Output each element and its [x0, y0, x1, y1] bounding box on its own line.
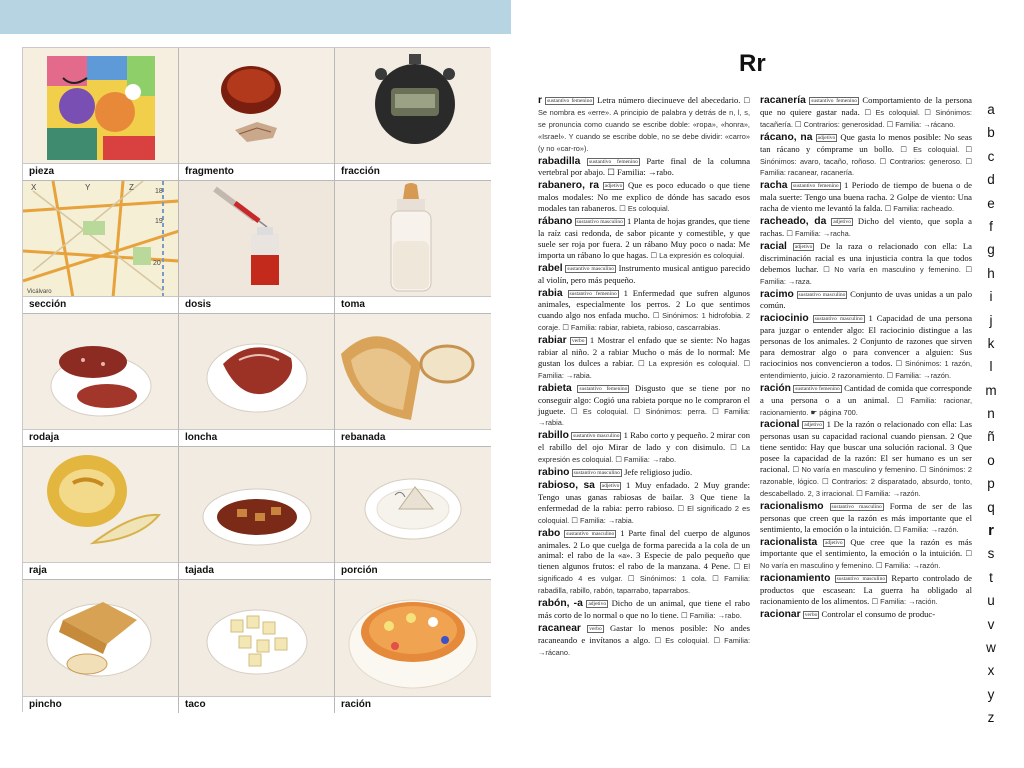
- entry-definition: 1 Periodo de tiempo de buena o de mala suerte: Tengo una buena racha. 2 Golpe de viento: Una racha de viento me levantó la falda.: [760, 180, 972, 214]
- grammar-tag: sustantivo masculino: [831, 503, 882, 510]
- entry-headword: rabioso, sa: [538, 480, 595, 491]
- map-label-x: X: [31, 183, 37, 192]
- picture-cell-racion: [335, 580, 491, 713]
- alphabet-letter[interactable]: d: [987, 172, 995, 188]
- entry-definition: 1 Capacidad de una persona para juzgar o entender algo: El raciocinio distingue a las personas de los animales. 2 Conjunto de razones que sirven para demostrar algo o para convencer a alguien: Sus raciocinios nos convencieron a todos.: [760, 313, 973, 368]
- alphabet-letter[interactable]: g: [987, 242, 995, 258]
- entry-headword: rabino: [538, 467, 570, 479]
- entry-definition: Disgusto que se tiene por no conseguir algo: Cogió una rabieta porque no le compraron el juguete.: [538, 382, 751, 416]
- grammar-tag: adjetivo: [804, 422, 822, 429]
- dictionary-entry: [538, 598, 750, 622]
- grammar-tag: verbo: [572, 338, 585, 345]
- entry-note: ☐ La expresión es coloquial.: [650, 250, 745, 260]
- entry-definition: Letra número diecinueve del abecedario.: [597, 95, 741, 105]
- picture-caption: fragmento: [179, 163, 334, 180]
- entry-definition: Que es poco educado o que tiene malos modales: No me explico de dónde has sacado esos modales tan rabaneros.: [538, 180, 750, 214]
- alphabet-letter[interactable]: s: [987, 546, 995, 562]
- entry-definition: Comportamiento de la persona que no quiere gastar nada.: [760, 95, 972, 117]
- dictionary-entry: [538, 430, 750, 466]
- entry-definition: Conjunto de uvas unidas a un palo común.: [760, 288, 972, 311]
- grammar-tag: adjetivo: [601, 483, 620, 489]
- entry-headword: ración: [760, 382, 791, 394]
- entry-headword: racional: [760, 419, 800, 431]
- entry-headword: racionalismo: [760, 500, 824, 512]
- alphabet-letter[interactable]: u: [987, 593, 995, 609]
- entry-definition: Dicho de un animal, que tiene el rabo más corto de lo normal o que no lo tiene.: [538, 598, 750, 620]
- entry-definition: De la raza o relacionado con ella: La discriminación racial es una injusticia contra la que todos debemos luchar.: [760, 240, 972, 274]
- entry-note: ☐ Sinónimos: 1 razón, entendimiento, juicio. 2 razonamiento. ☐ Familia: →razón.: [760, 358, 973, 380]
- alphabet-letter[interactable]: q: [987, 499, 995, 515]
- dictionary-entry: [760, 383, 972, 419]
- alphabet-letter[interactable]: j: [989, 312, 993, 328]
- puzzle-image: [23, 48, 178, 164]
- entry-note: ☐ Es coloquial.: [619, 204, 670, 214]
- dictionary-entry: [760, 501, 972, 536]
- entry-headword: raciocinio: [760, 313, 809, 325]
- dictionary-entry: [760, 132, 972, 180]
- melon-image: [23, 447, 178, 563]
- dictionary-entry: [538, 263, 750, 287]
- dictionary-entry: [538, 480, 750, 527]
- entry-note: ☐ La expresión es coloquial. ☐ Familia: →rabo.: [538, 443, 750, 465]
- baby-bottle-image: [335, 181, 491, 297]
- alphabet-letter[interactable]: t: [989, 569, 993, 585]
- alphabet-letter[interactable]: y: [987, 686, 995, 702]
- map-label-y: Y: [85, 183, 91, 192]
- entry-headword: rabanero, ra: [538, 180, 599, 192]
- dictionary-entry: [538, 216, 750, 262]
- grammar-tag: adjetivo: [604, 183, 623, 190]
- entry-definition: Que cree que la razón es más importante que el sentimiento, la emoción o la intuición.: [760, 536, 972, 559]
- grammar-tag: sustantivo femenino: [579, 385, 628, 392]
- alphabet-letter[interactable]: i: [989, 289, 993, 305]
- map-label-18: 18: [155, 188, 163, 195]
- entry-note: ☐ No varía en masculino y femenino. ☐ Sinónimos: 2 razonable, lógico. ☐ Contrarios: 2 disparatado, absurdo, tonto, descabellado. 2, 3 irracional. ☐ Familia: →razón.: [760, 465, 972, 498]
- picture-cell-fraccion: [335, 48, 491, 181]
- picture-cell-rebanada: [335, 314, 491, 447]
- entry-definition: Gastar lo menos posible: No andes racaneando e invítanos a algo.: [538, 622, 751, 645]
- dictionary-entry: [538, 528, 750, 597]
- alphabet-letter[interactable]: l: [989, 359, 993, 375]
- sausage-slices-image: [23, 314, 178, 430]
- entry-definition: Reparto controlado de productos que escasean: La guerra ha obligado al racionamiento de los alimentos.: [760, 573, 972, 607]
- entry-headword: racha: [760, 180, 788, 192]
- dictionary-entry: [760, 95, 972, 131]
- grammar-tag: adjetivo: [824, 539, 843, 546]
- entry-note: ☐ Es coloquial. ☐ Sinónimos: avaro, tacaño, roñoso. ☐ Contrarios: generoso. ☐ Familia: racanear, racanería.: [760, 144, 972, 178]
- picture-cell-fragmento: [179, 48, 335, 181]
- entry-definition: Cantidad de comida que corresponde a una persona o a un animal.: [760, 382, 973, 405]
- dictionary-entry: [760, 573, 972, 608]
- entry-headword: rabel: [538, 262, 563, 274]
- alphabet-letter[interactable]: m: [985, 382, 997, 398]
- grammar-tag: sustantivo femenino: [546, 98, 593, 104]
- picture-cell-loncha: [179, 314, 335, 447]
- grammar-tag: verbo: [804, 611, 818, 618]
- stopwatch-image: [335, 48, 491, 164]
- entry-note: ☐ No varía en masculino y femenino. ☐ Familia: →raza.: [760, 264, 972, 286]
- picture-caption: taco: [179, 696, 334, 713]
- dictionary-column-2: [760, 95, 972, 622]
- picture-caption: rebanada: [335, 429, 491, 446]
- picture-caption: ración: [335, 696, 491, 713]
- ham-slice-image: [179, 314, 334, 430]
- picture-cell-taco: [179, 580, 335, 713]
- picture-caption: tajada: [179, 562, 334, 579]
- entry-definition: Controlar el consumo de produc-: [821, 608, 936, 619]
- map-label-z: Z: [129, 183, 134, 192]
- top-color-bar: [0, 0, 511, 34]
- dictionary-entry: [760, 419, 972, 499]
- grammar-tag: sustantivo femenino: [569, 290, 617, 297]
- dictionary-entry: [538, 467, 750, 479]
- entry-headword: r: [538, 95, 543, 106]
- entry-definition: 1 Rabo corto y pequeño. 2 mirar con el rabillo del ojo Mirar de lado y con disimulo.: [538, 430, 750, 453]
- entry-note: ☐ Se nombra es «erre». A principio de palabra y detrás de n, l, s, se pronuncia como cuando se escribe doble: «ropa», «honra», «Israel». Y cuando se escribe doble, no se debe dividir: «carro» (y no «car-ro»).: [538, 96, 750, 153]
- entry-definition: 1 Planta de hojas grandes, que tiene la raíz casi redonda, de sabor picante y comestible, y que suele ser roja por fuera. 2 un rábano Muy poco o nada: Me importa un rábano lo que hagas.: [538, 216, 750, 260]
- picture-cell-raja: [23, 447, 179, 580]
- alphabet-letter[interactable]: w: [986, 639, 996, 655]
- picture-caption: loncha: [179, 429, 334, 446]
- grammar-tag: sustantivo masculino: [814, 316, 863, 323]
- entry-definition: 1 Mostrar el enfado que se siente: No hagas rabiar al niño. 2 a rabiar Mucho o más de lo normal: Me gustan los dulces a rabiar.: [538, 335, 750, 368]
- dictionary-entry: [760, 313, 972, 381]
- map-label-vicalvaro: Vicálvaro: [27, 289, 52, 295]
- cheese-cubes-image: [179, 580, 334, 697]
- entry-headword: rábano: [538, 216, 573, 228]
- picture-cell-rodaja: [23, 314, 179, 447]
- alphabet-letter[interactable]: x: [987, 663, 995, 679]
- picture-caption: porción: [335, 562, 491, 579]
- alphabet-letter[interactable]: n: [987, 406, 995, 422]
- dictionary-entry: [760, 289, 972, 313]
- grammar-tag: adjetivo: [588, 601, 607, 608]
- entry-headword: rabillo: [538, 430, 569, 442]
- entry-definition: Forma de ser de las personas que creen que la razón es más importante que el sentimiento, la emoción o la intuición.: [760, 500, 972, 534]
- cake-image: [335, 580, 491, 697]
- entry-headword: racionamiento: [760, 573, 831, 585]
- picture-grid: [22, 47, 490, 712]
- entry-headword: racimo: [760, 288, 794, 300]
- grammar-tag: adjetivo: [817, 134, 836, 141]
- entry-definition: 1 Muy enfadado. 2 Muy grande: Tengo unas ganas rabiosas de bailar. 3 Que tiene la enfermedad de la rabia: perro rabioso.: [538, 480, 750, 513]
- alphabet-letter[interactable]: b: [987, 125, 995, 141]
- alphabet-index: [981, 98, 1001, 730]
- section-letter-heading: Rr: [739, 50, 766, 77]
- dictionary-entry: [760, 537, 972, 573]
- grammar-tag: sustantivo femenino: [588, 158, 638, 165]
- grammar-tag: sustantivo femenino: [795, 385, 840, 392]
- entry-note: ☐ Es coloquial. ☐ Familia: →rácano.: [538, 635, 751, 657]
- dictionary-column-1: [538, 95, 750, 660]
- entry-headword: racionar: [760, 608, 801, 620]
- picture-caption: dosis: [179, 296, 334, 313]
- entry-note: ☐ Familia: racionar, racionamiento. ☛ página 700.: [760, 395, 973, 417]
- picture-cell-dosis: [179, 181, 335, 314]
- alphabet-letter[interactable]: h: [987, 265, 995, 281]
- entry-headword: racial: [760, 240, 787, 252]
- entry-definition: Dicho del viento, que sopla a rachas.: [760, 216, 973, 238]
- entry-note: ☐ Familia: →rabo.: [680, 610, 742, 620]
- entry-note: ☐ El significado 4 es vulgar. ☐ Sinónimos: 1 cola. ☐ Familia: rabadilla, rabillo, rabón, taparrabo, taparrabos.: [538, 562, 750, 596]
- picture-caption: toma: [335, 296, 491, 313]
- picture-caption: pincho: [23, 696, 178, 713]
- grammar-tag: adjetivo: [833, 219, 851, 226]
- grammar-tag: sustantivo masculino: [566, 530, 615, 537]
- picture-cell-toma: [335, 181, 491, 314]
- entry-note: ☐ La expresión es coloquial. ☐ Familia: →rabia.: [538, 358, 750, 380]
- syringe-bottle-image: [179, 181, 334, 297]
- entry-note: ☐ Familia: →ración.: [871, 597, 938, 607]
- alphabet-letter[interactable]: z: [987, 710, 995, 726]
- dictionary-entry: [760, 609, 972, 621]
- grammar-tag: adjetivo: [794, 243, 813, 250]
- grammar-tag: sustantivo femenino: [792, 183, 839, 190]
- entry-headword: rabadilla: [538, 155, 581, 167]
- stew-plate-image: [179, 447, 334, 563]
- alphabet-letter[interactable]: k: [987, 335, 995, 351]
- dictionary-entry: [538, 335, 750, 382]
- picture-cell-seccion: [23, 181, 179, 314]
- dictionary-entry: [538, 383, 750, 430]
- entry-headword: racheado, da: [760, 216, 827, 228]
- entry-definition: Jefe religioso judío.: [624, 467, 693, 478]
- grammar-tag: sustantivo masculino: [573, 470, 620, 477]
- entry-headword: rabón, -a: [538, 598, 583, 610]
- map-label-19: 19: [155, 218, 163, 225]
- entry-headword: rabiar: [538, 335, 567, 347]
- entry-headword: racanear: [538, 622, 581, 634]
- picture-caption: rodaja: [23, 429, 178, 446]
- entry-headword: racanería: [760, 95, 806, 106]
- cake-slice-plate-image: [335, 447, 491, 563]
- entry-note: ☐ El significado 2 es coloquial. ☐ Familia: →rabia.: [538, 503, 750, 525]
- grammar-tag: sustantivo masculino: [567, 265, 614, 272]
- dictionary-entry: [538, 156, 750, 180]
- entry-definition: 1 Parte final del cuerpo de algunos animales. 2 Lo que cuelga de forma parecida a la cola de un animal: el rabo de la «a». 3 Especie de palo pequeño que tienen algunos frutos: el rabo de la manzana. 4 Pene.: [538, 527, 750, 572]
- alphabet-letter[interactable]: v: [987, 616, 995, 632]
- picture-caption: pieza: [23, 163, 178, 180]
- street-map-image: [23, 181, 178, 297]
- dictionary-entry: [760, 216, 972, 240]
- alphabet-letter[interactable]: o: [987, 452, 995, 468]
- alphabet-letter[interactable]: ñ: [987, 429, 995, 445]
- tortilla-image: [23, 580, 178, 697]
- alphabet-letter[interactable]: c: [987, 148, 995, 164]
- entry-definition: 1 De la razón o relacionado con ella: Las personas usan su capacidad racional cuando piensan. 2 Que tiene sentido: Hay que buscar una solución racional. 3 Que posee la capacidad de la razón: El ser humano es un ser racional.: [760, 419, 972, 475]
- dictionary-entry: [760, 180, 972, 215]
- dictionary-entry: [538, 623, 750, 659]
- dictionary-entry: [760, 241, 972, 288]
- bread-slice-image: [335, 314, 491, 430]
- picture-cell-pieza: [23, 48, 179, 181]
- map-label-20: 20: [153, 260, 161, 267]
- picture-cell-porcion: [335, 447, 491, 580]
- broken-bowl-image: [179, 48, 334, 164]
- entry-definition: Parte final de la columna vertebral por abajo. ☐ Familia: →rabo.: [538, 155, 751, 178]
- alphabet-letter[interactable]: f: [989, 218, 993, 234]
- entry-definition: Que gasta lo menos posible: No seas tan rácano y cómprame un bollo.: [760, 131, 972, 154]
- grammar-tag: sustantivo masculino: [798, 291, 846, 298]
- entry-definition: 1 Enfermedad que sufren algunos animales, especialmente los perros. 2 Lo que sentimos cuando algo nos enfada mucho.: [538, 287, 751, 321]
- grammar-tag: sustantivo masculino: [836, 576, 886, 583]
- entry-note: ☐ Familia: →racha.: [786, 228, 851, 238]
- dictionary-entry: [538, 95, 750, 155]
- picture-cell-tajada: [179, 447, 335, 580]
- alphabet-letter[interactable]: e: [987, 195, 995, 211]
- entry-headword: rácano, na: [760, 131, 813, 143]
- entry-note: ☐ Sinónimos: 1 hidrofobia. 2 coraje. ☐ Familia: rabiar, rabieta, rabioso, cascarrabias.: [538, 311, 750, 333]
- entry-headword: rabia: [538, 287, 563, 299]
- picture-caption: sección: [23, 296, 178, 313]
- entry-definition: Instrumento musical antiguo parecido al violín, pero más pequeño.: [538, 262, 751, 285]
- alphabet-letter[interactable]: a: [987, 102, 995, 117]
- alphabet-letter-current[interactable]: r: [988, 522, 994, 540]
- picture-cell-pincho: [23, 580, 179, 713]
- entry-note: ☐ Familia: →razón.: [894, 524, 959, 534]
- entry-note: ☐ Familia: racheado.: [884, 204, 955, 214]
- entry-headword: racionalista: [760, 536, 818, 548]
- dictionary-entry: [538, 288, 750, 335]
- entry-headword: rabieta: [538, 382, 572, 394]
- entry-note: ☐ Es coloquial. ☐ Sinónimos: perra. ☐ Familia: →rabia.: [538, 406, 750, 428]
- entry-headword: rabo: [538, 527, 561, 539]
- entry-note: ☐ No varía en masculino y femenino. ☐ Familia: →razón.: [760, 549, 972, 571]
- grammar-tag: verbo: [589, 625, 602, 632]
- grammar-tag: sustantivo masculino: [576, 219, 623, 226]
- grammar-tag: sustantivo masculino: [573, 433, 620, 440]
- picture-caption: fracción: [335, 163, 491, 180]
- alphabet-letter[interactable]: p: [987, 476, 995, 492]
- entry-note: ☐ Es coloquial. ☐ Sinónimos: tacañería. ☐ Contrarios: generosidad. ☐ Familia: →rácano.: [760, 107, 972, 129]
- grammar-tag: sustantivo femenino: [811, 98, 857, 104]
- dictionary-entry: [538, 180, 750, 215]
- picture-caption: raja: [23, 562, 178, 579]
